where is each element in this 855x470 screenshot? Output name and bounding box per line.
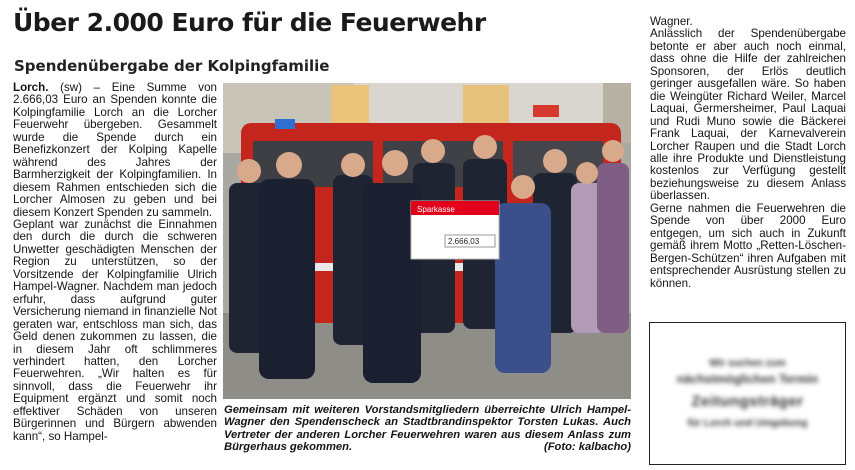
donation-cheque — [411, 201, 499, 259]
caption-text: Gemeinsam mit weiteren Vorstandsmitgliedern überreichte Ulrich Hampel-Wagner den Spendenscheck an Stadtbrandinspektor Torsten Lukas. Auch Vertreter der anderen Lorcher Feuerwehren waren aus diesem Anlass zum Bürgerhaus gekommen. — [224, 404, 631, 454]
article-headline: Über 2.000 Euro für die Feuerwehr — [13, 8, 486, 37]
paragraph-1 — [13, 82, 217, 219]
paragraph-3: Wagner. — [650, 15, 693, 28]
ad-line-1: Wir suchen zum — [709, 358, 786, 369]
blurred-advertisement — [649, 322, 846, 465]
ad-line-4: für Lorch und Umgebung — [687, 418, 808, 429]
paragraph-2: Geplant war zunächst die Einnahmen den durch die durch die schweren Unwetter geschädigten Menschen der Region zu unterstützen, so der Vorsitzende der Kolpingfamilie Ulrich Hampel-Wagner. Nachdem man jedoch erfuhr, dass aufgrund guter Versicherung niemand in finanzielle Not geraten war, entschloss man sich, das Geld denen zukommen zu lassen, die in diesem Jahr oft schlimmeres verhindert hatten, den Lorcher Feuerwehren. „Wir halten es für sinnvoll, dass die Feuerwehr ihr Equipment ergänzt und somit noch effektiver Schäden von unseren Bürgerinnen und Bürgern abwenden kann“, so Hampel- — [13, 217, 217, 443]
photo-credit: (Foto: kalbacho) — [543, 441, 631, 454]
cheque-amount-text: 2.666,03 — [448, 237, 480, 246]
photo-illustration — [223, 83, 631, 399]
paragraph-5: Gerne nahmen die Feuerwehren die Spende von über 2000 Euro entgegen, um sich auch in Zukunft gemäß ihrem Motto „Retten-Löschen-Bergen-Schützen“ ihren Aufgaben mit entsprechender Ausrüstung stellen zu können. — [650, 201, 846, 290]
article-subheadline: Spendenübergabe der Kolpingfamilie — [14, 57, 330, 75]
article-column-1 — [13, 82, 217, 443]
article-column-3 — [650, 16, 846, 290]
ad-line-3: Zeitungsträger — [691, 393, 804, 410]
dateline: Lorch. — [13, 81, 49, 94]
photo-caption — [224, 404, 631, 454]
ad-line-2: nächstmöglichen Termin — [676, 372, 819, 386]
paragraph-4: Anlässlich der Spendenübergabe betonte er aber auch noch einmal, dass ohne die Hilfe der zahlreichen Sponsoren, der Erlös deutlich geringer ausgefallen wäre. So haben die Weingüter Richard Weiler, Marcel Laquai, Germersheimer, Paul Laquai und Rudi Muno sowie die Bäckerei Frank Laquai, der Karnevalverein Lorcher Raupen und die Stadt Lorch alle ihre Produkte und Dienstleistung kostenlos zur Verfügung gestellt beziehungsweise zu diesem Anlass überlassen. — [650, 27, 846, 203]
cheque-brand-text: Sparkasse — [417, 205, 455, 214]
news-photo — [223, 83, 631, 399]
paragraph-1-text: (sw) – Eine Summe von 2.666,03 Euro an Spenden konnte die Kolpingfamilie Lorch an die Lorcher Feuerwehr übergeben. Gesammelt wurde die Spende durch ein Benefizkonzert der Kolping Kapelle während des Jahres der Barmherzigkeit der Kolpingfamilien. In diesem Rahmen entschieden sich die Lorcher Almosen zu geben und bei diesem Konzert Spenden zu sammeln. — [13, 81, 217, 219]
